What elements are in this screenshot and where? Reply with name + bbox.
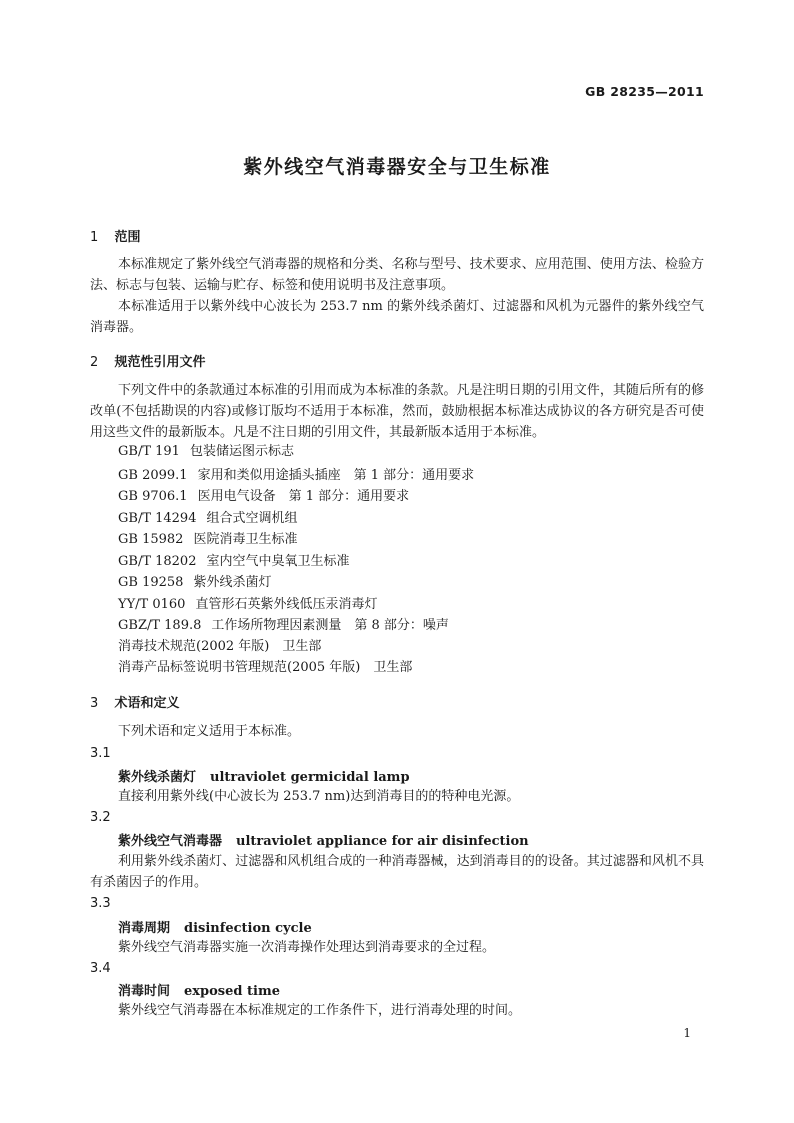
term-heading xyxy=(118,917,312,936)
reference-code: GB 15982 xyxy=(118,532,184,547)
reference-title: 工作场所物理因素测量 第 8 部分：噪声 xyxy=(211,618,449,633)
term-en: ultraviolet germicidal lamp xyxy=(210,770,410,785)
term-en: ultraviolet appliance for air disinfection xyxy=(236,834,529,849)
standard-code: GB 28235—2011 xyxy=(585,84,704,99)
reference-title: 消毒技术规范(2002 年版) 卫生部 xyxy=(118,639,322,654)
reference-item xyxy=(118,509,298,529)
section-title: 术语和定义 xyxy=(114,696,180,711)
reference-item xyxy=(118,658,412,678)
reference-title: 组合式空调机组 xyxy=(206,511,298,526)
scope-paragraph-1: 本标准规定了紫外线空气消毒器的规格和分类、名称与型号、技术要求、应用范围、使用方法、检验方法、标志与包装、运输与贮存、标签和使用说明书及注意事项。 xyxy=(90,257,704,293)
reference-code: GB 2099.1 xyxy=(118,468,188,483)
reference-title: 紫外线杀菌灯 xyxy=(193,575,272,590)
term-cn: 消毒周期 xyxy=(118,921,171,936)
clause-number: 3.4 xyxy=(90,961,111,976)
scope-paragraph-2: 本标准适用于以紫外线中心波长为 253.7 nm 的紫外线杀菌灯、过滤器和风机为元器件的紫外线空气消毒器。 xyxy=(90,299,704,335)
term-definition: 紫外线空气消毒器实施一次消毒操作处理达到消毒要求的全过程。 xyxy=(118,940,496,955)
term-cn: 消毒时间 xyxy=(118,984,171,999)
term-definition: 利用紫外线杀菌灯、过滤器和风机组合成的一种消毒器械，达到消毒目的的设备。其过滤器和风机不具有杀菌因子的作用。 xyxy=(90,854,704,890)
reference-item xyxy=(118,573,271,593)
reference-code: GB 9706.1 xyxy=(118,489,188,504)
clause-number: 3.3 xyxy=(90,896,111,911)
term-heading xyxy=(118,980,280,999)
reference-item xyxy=(118,530,297,550)
reference-title: 直管形石英紫外线低压汞消毒灯 xyxy=(195,597,378,612)
reference-item xyxy=(118,637,321,657)
section-3-heading xyxy=(90,692,180,711)
term-en: exposed time xyxy=(184,984,280,999)
section-title: 范围 xyxy=(114,230,141,245)
reference-code: GB/T 18202 xyxy=(118,554,197,569)
term-definition: 直接利用紫外线(中心波长为 253.7 nm)达到消毒目的的特种电光源。 xyxy=(118,789,520,804)
terms-intro: 下列术语和定义适用于本标准。 xyxy=(118,724,301,739)
term-cn: 紫外线杀菌灯 xyxy=(118,770,197,785)
term-heading xyxy=(118,830,529,849)
clause-number: 3.2 xyxy=(90,810,111,825)
reference-item xyxy=(118,552,350,572)
reference-title: 医用电气设备 第 1 部分：通用要求 xyxy=(197,489,410,504)
section-2-heading xyxy=(90,351,206,370)
reference-item xyxy=(118,466,474,486)
reference-item xyxy=(118,442,294,462)
references-intro: 下列文件中的条款通过本标准的引用而成为本标准的条款。凡是注明日期的引用文件，其随后所有的修改单(不包括勘误的内容)或修订版均不适用于本标准，然而，鼓励根据本标准达成协议的各方研究是否可使用这些文件的最新版本。凡是不注日期的引用文件，其最新版本适用于本标准。 xyxy=(90,383,704,440)
reference-item xyxy=(118,487,409,507)
section-number: 2 xyxy=(90,355,99,370)
reference-title: 医院消毒卫生标准 xyxy=(193,532,298,547)
term-cn: 紫外线空气消毒器 xyxy=(118,834,223,849)
section-title: 规范性引用文件 xyxy=(114,355,206,370)
term-definition: 紫外线空气消毒器在本标准规定的工作条件下，进行消毒处理的时间。 xyxy=(118,1003,522,1018)
reference-code: GB/T 14294 xyxy=(118,511,197,526)
reference-code: GB/T 191 xyxy=(118,444,180,459)
section-1-heading xyxy=(90,226,141,245)
clause-number: 3.1 xyxy=(90,746,111,761)
page-number: 1 xyxy=(683,1026,691,1040)
section-number: 3 xyxy=(90,696,99,711)
reference-title: 室内空气中臭氧卫生标准 xyxy=(206,554,350,569)
reference-item xyxy=(118,616,449,636)
section-number: 1 xyxy=(90,230,99,245)
term-en: disinfection cycle xyxy=(184,921,312,936)
reference-code: YY/T 0160 xyxy=(118,597,186,612)
reference-title: 包装储运图示标志 xyxy=(189,444,294,459)
document-title: 紫外线空气消毒器安全与卫生标准 xyxy=(243,156,551,178)
reference-code: GB 19258 xyxy=(118,575,184,590)
reference-title: 消毒产品标签说明书管理规范(2005 年版) 卫生部 xyxy=(118,660,413,675)
reference-title: 家用和类似用途插头插座 第 1 部分：通用要求 xyxy=(197,468,475,483)
term-heading xyxy=(118,766,410,785)
reference-code: GBZ/T 189.8 xyxy=(118,618,202,633)
reference-item xyxy=(118,595,377,615)
